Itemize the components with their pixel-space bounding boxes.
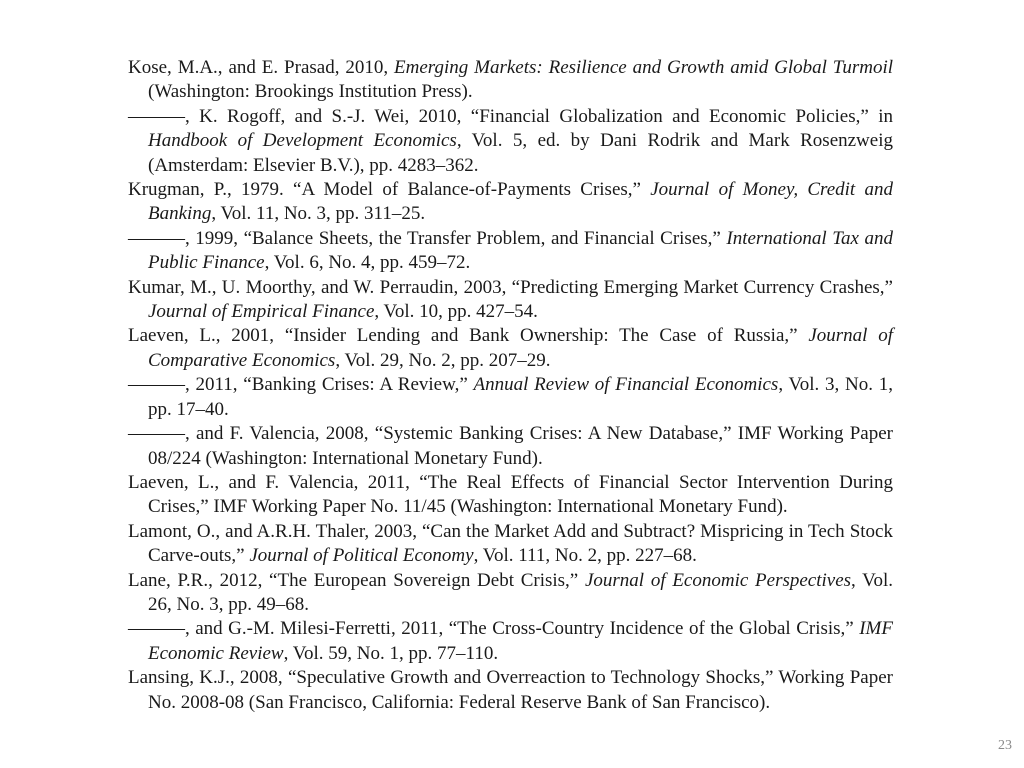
reference-text: Laeven, L., and F. Valencia, 2011, “The Real Effects of Financial Sector Intervention During Crises,” IMF Working Paper No. 11/45 (Washington: International Monetary Fund). — [128, 471, 893, 518]
reference-text: Krugman, P., 1979. “A Model of Balance-of-Payments Crises,” — [128, 179, 651, 201]
reference-text: Lane, P.R., 2012, “The European Sovereign Debt Crisis,” — [128, 569, 585, 591]
reference-text: , Vol. 59, No. 1, pp. 77–110. — [283, 642, 499, 664]
reference-entry — [128, 569, 893, 618]
reference-source-title: Journal of Comparative Economics — [148, 325, 894, 371]
reference-text: ———, 2011, “Banking Crises: A Review,” — [128, 374, 474, 396]
reference-entry — [128, 666, 893, 715]
reference-text: ———, 1999, “Balance Sheets, the Transfer Problem, and Financial Crises,” — [128, 227, 727, 249]
reference-source-title: Handbook of Development Economics — [148, 130, 457, 152]
reference-source-title: IMF Economic Review — [148, 618, 893, 664]
reference-entry — [128, 324, 893, 373]
reference-source-title: Journal of Political Economy — [249, 545, 474, 567]
reference-source-title: Journal of Economic Perspectives — [584, 569, 852, 591]
reference-text: , Vol. 29, No. 2, pp. 207–29. — [335, 349, 551, 371]
reference-text: , Vol. 26, No. 3, pp. 49–68. — [148, 569, 893, 615]
reference-text: Kumar, M., U. Moorthy, and W. Perraudin, 2003, “Predicting Emerging Market Currency Crashes,” — [128, 276, 893, 298]
reference-entry — [128, 105, 893, 178]
page-number: 23 — [998, 738, 1012, 753]
reference-source-title: International Tax and Public Finance — [148, 227, 893, 274]
reference-text: (Washington: Brookings Institution Press). — [148, 81, 473, 103]
reference-entry — [128, 373, 893, 422]
reference-entry — [128, 520, 893, 569]
reference-source-title: Emerging Markets: Resilience and Growth amid Global Turmoil — [394, 57, 894, 78]
reference-text: , Vol. 5, ed. by Dani Rodrik and Mark Rosenzweig (Amsterdam: Elsevier B.V.), pp. 4283–362. — [148, 130, 893, 176]
reference-text: Lamont, O., and A.R.H. Thaler, 2003, “Can the Market Add and Subtract? Mispricing in Tech Stock Carve-outs,” — [128, 520, 893, 567]
reference-entry — [128, 276, 893, 325]
reference-text: Kose, M.A., and E. Prasad, 2010, — [128, 57, 394, 78]
reference-entry — [128, 56, 893, 105]
reference-source-title: Journal of Money, Credit and Banking — [148, 179, 893, 225]
reference-source-title: Journal of Empirical Finance — [148, 301, 375, 323]
reference-source-title: Annual Review of Financial Economics — [473, 374, 779, 396]
reference-entry — [128, 617, 893, 666]
reference-text: , Vol. 10, pp. 427–54. — [374, 301, 538, 323]
reference-entry — [128, 422, 893, 471]
reference-entry — [128, 227, 893, 276]
reference-text: Lansing, K.J., 2008, “Speculative Growth and Overreaction to Technology Shocks,” Working Paper No. 2008-08 (San Francisco, California: Federal Reserve Bank of San Francisco). — [128, 667, 893, 713]
reference-text: ———, and G.-M. Milesi-Ferretti, 2011, “The Cross-Country Incidence of the Global Crisis,” — [128, 618, 860, 640]
reference-text: ———, K. Rogoff, and S.-J. Wei, 2010, “Financial Globalization and Economic Policies,” in — [128, 105, 893, 127]
reference-text: ———, and F. Valencia, 2008, “Systemic Banking Crises: A New Database,” IMF Working Paper 08/224 (Washington: International Monetary Fund). — [128, 423, 893, 469]
reference-entry — [128, 178, 893, 227]
reference-text: , Vol. 111, No. 2, pp. 227–68. — [473, 545, 697, 567]
reference-text: Laeven, L., 2001, “Insider Lending and Bank Ownership: The Case of Russia,” — [128, 325, 809, 347]
reference-text: , Vol. 11, No. 3, pp. 311–25. — [211, 203, 426, 225]
reference-list — [128, 56, 893, 715]
reference-text: , Vol. 3, No. 1, pp. 17–40. — [148, 374, 894, 420]
reference-entry — [128, 471, 893, 520]
reference-text: , Vol. 6, No. 4, pp. 459–72. — [264, 252, 471, 274]
